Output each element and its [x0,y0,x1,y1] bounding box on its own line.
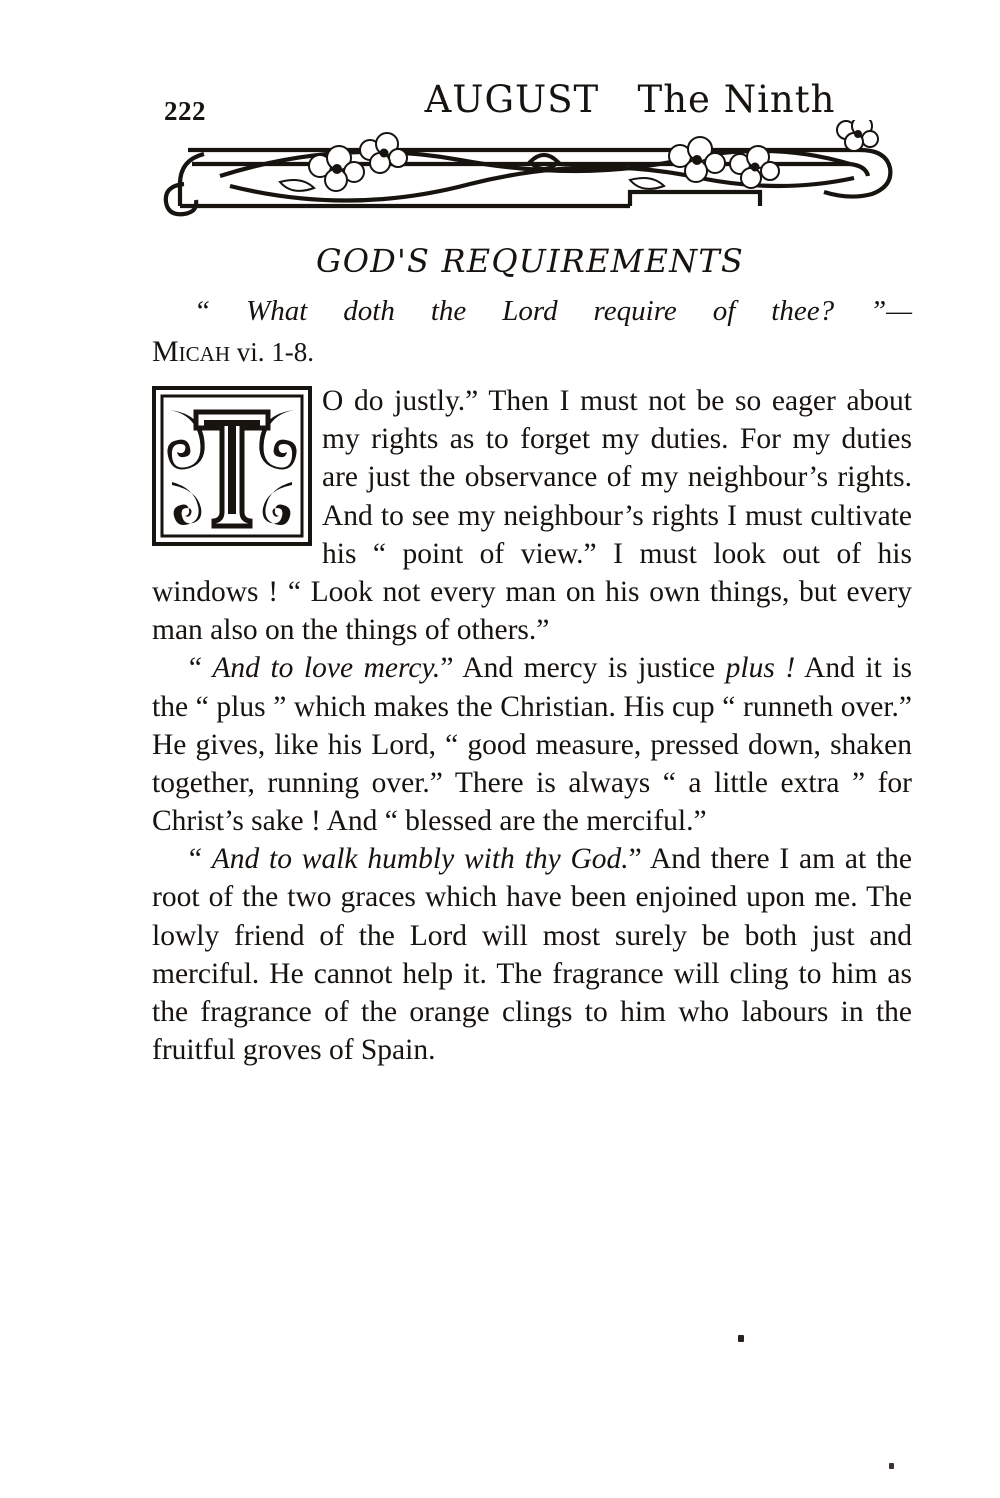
decorated-initial-T-icon [152,386,312,546]
epigraph [152,292,912,372]
paragraph-3-tail: ” And there I am at the root of the two graces which have been enjoined upon me. The lowly friend of the Lord will most surely be both just and merciful. He cannot help it. The fragrance will cling to him as the fragrance of the orange clings to him who labours in the fruitful groves of Spain. [152,843,913,1067]
paragraph-3 [152,840,912,1069]
paragraph-2-tail: And it is the “ plus ” which makes the Christian. His cup “ runneth over.” He gives, like his Lord, “ good measure, pressed down, shaken together, running over.” There is always “ a little extra ” for Christ’s sake ! And “ blessed are the merciful.” [152,652,912,838]
floral-rule-ornament-icon [160,120,905,230]
scan-speck [738,1335,744,1342]
running-head-month: AUGUST [424,78,600,121]
paragraph-2 [152,649,912,840]
epigraph-reference-verse: vi. 1-8. [230,337,315,368]
epigraph-reference [152,332,912,372]
paragraph-3-italic-open: “ And to walk humbly with thy God. [186,843,629,876]
epigraph-quote: “ What doth the Lord require of thee? ”— [194,295,912,327]
running-head-day: The Ninth [637,78,836,121]
scan-speck [889,1463,894,1469]
paragraph-2-italic-two: plus ! [725,652,796,685]
paragraph-2-after-italic: ” And mercy is justice [440,652,726,685]
running-head [400,78,860,121]
section-title: GOD'S REQUIREMENTS [315,242,745,280]
paragraph-1-rest: And to see my neighbour’s rights I must cultivate his “ point of view.” I must look out of his windows ! “ Look not every man on his own things, but every man also on the things of others.” [152,499,912,647]
paragraph-1-lead: O do justly.” Then I must not be so eager about my rights as to forget my duties. For my duties are just the observance of my neighbour’s rights. [322,385,912,494]
page-number: 222 [164,96,206,126]
epigraph-reference-book: Micah [152,335,231,369]
paragraph-2-italic-open: “ And to love mercy. [186,652,441,685]
body-text [152,382,912,1069]
